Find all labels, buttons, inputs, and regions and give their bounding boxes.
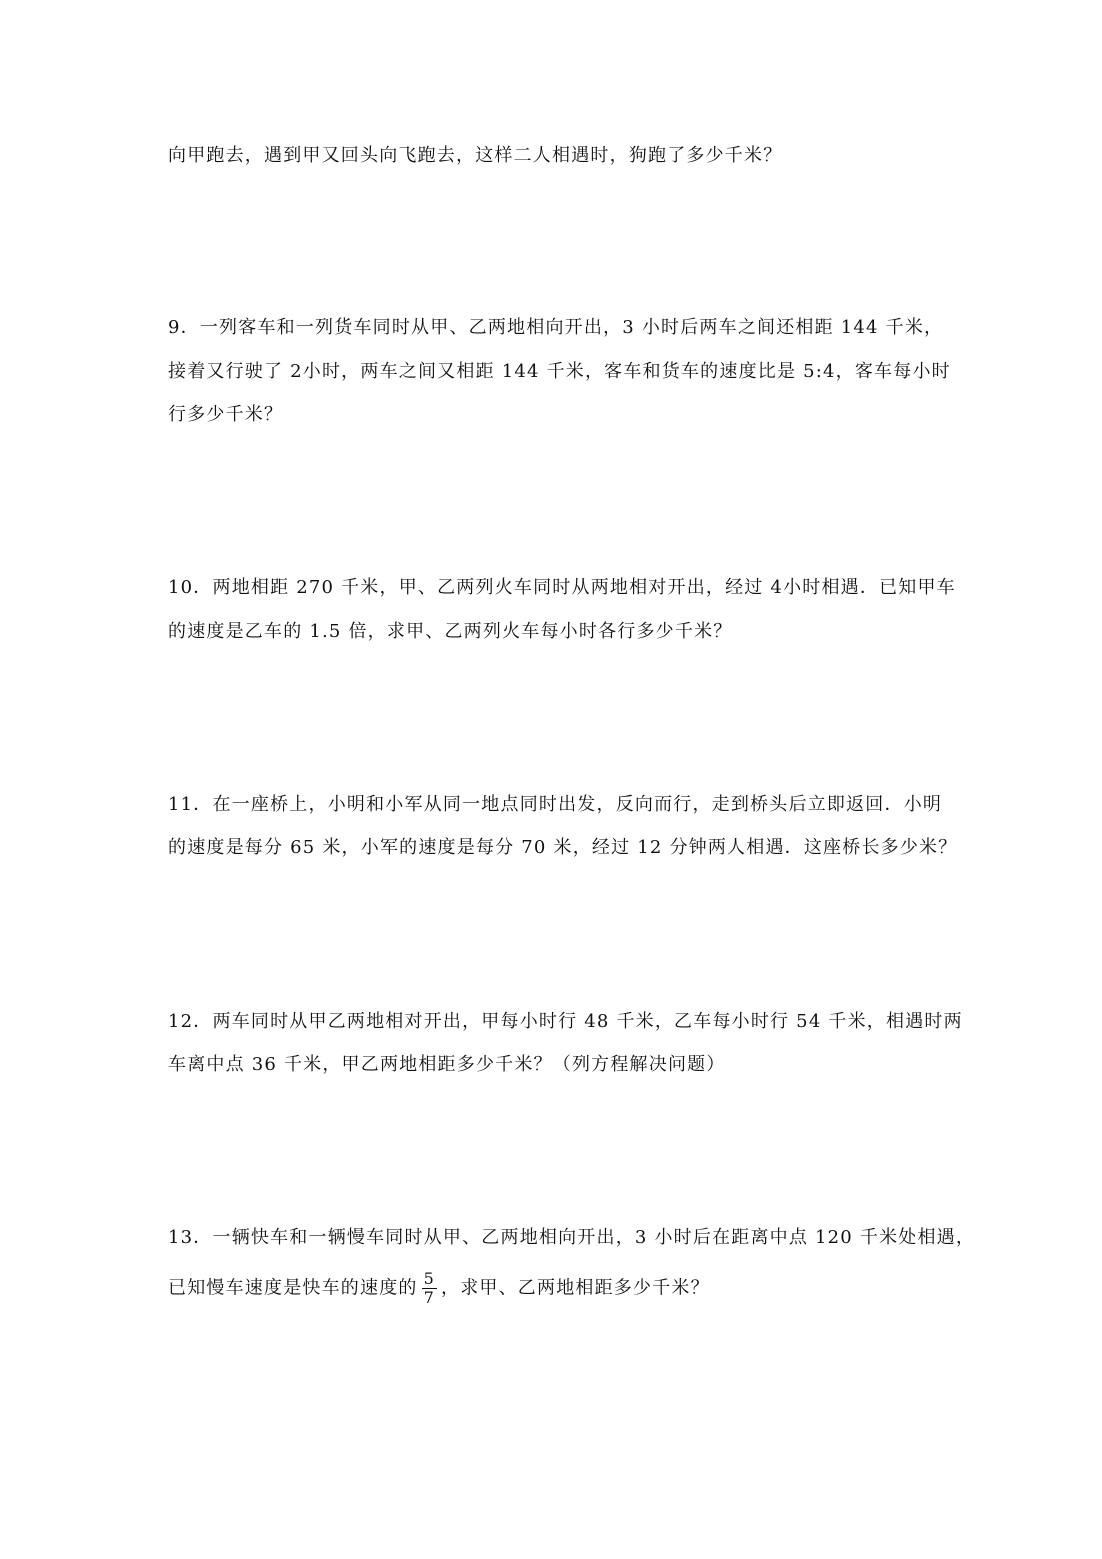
question-13-line-2: [168, 1270, 710, 1307]
question-13-line-1: 13．一辆快车和一辆慢车同时从甲、乙两地相向开出，3 小时后在距离中点 120 千米处相遇，: [168, 1227, 976, 1248]
question-9-line-1: 9．一列客车和一列货车同时从甲、乙两地相向开出，3 小时后两车之间还相距 144 千米，: [168, 317, 944, 338]
question-10-line-2: 的速度是乙车的 1.5 倍，求甲、乙两列火车每小时各行多少千米？: [168, 621, 733, 642]
question-11-line-2: 的速度是每分 65 米，小军的速度是每分 70 米，经过 12 分钟两人相遇．这座桥长多少米？: [168, 837, 958, 858]
question-13-text-before-fraction: 已知慢车速度是快车的速度的: [168, 1277, 418, 1299]
question-13-text-after-fraction: ，求甲、乙两地相距多少千米？: [441, 1277, 710, 1299]
question-12-line-2: 车离中点 36 千米，甲乙两地相距多少千米？（列方程解决问题）: [168, 1054, 726, 1075]
continuation-line-1: 向甲跑去，遇到甲又回头向飞跑去，这样二人相遇时，狗跑了多少千米？: [168, 145, 783, 166]
question-12-line-1: 12．两车同时从甲乙两地相对开出，甲每小时行 48 千米，乙车每小时行 54 千米，相遇时两: [168, 1011, 963, 1032]
fraction-denominator: 7: [423, 1288, 435, 1307]
question-11-line-1: 11．在一座桥上，小明和小军从同一地点同时出发，反向而行，走到桥头后立即返回．小明: [168, 794, 943, 815]
question-10-line-1: 10．两地相距 270 千米，甲、乙两列火车同时从两地相对开出，经过 4小时相遇．已知甲车: [168, 577, 956, 598]
fraction-five-sevenths: [422, 1270, 437, 1307]
question-9-line-3: 行多少千米？: [168, 404, 284, 425]
fraction-numerator: 5: [423, 1269, 435, 1288]
question-9-line-2: 接着又行驶了 2小时，两车之间又相距 144 千米，客车和货车的速度比是 5:4，客车每小时: [168, 361, 951, 382]
